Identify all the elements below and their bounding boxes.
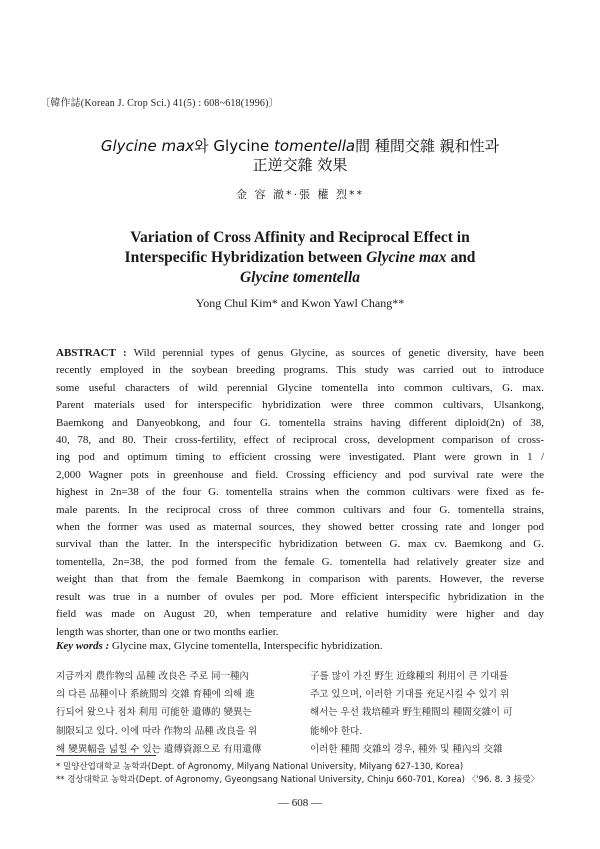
abstract-line: survival than the latter. In the interspecific hybridization between G. max cv. Baemkong and G.: [56, 538, 544, 551]
keywords-label: Key words :: [56, 640, 110, 652]
body-line: 지금까지 農作物의 品種 改良은 주로 同一種內: [56, 671, 250, 682]
abstract-line: recently employed in the soybean breeding programs. This study was carried out to introduce: [56, 364, 544, 377]
english-title-line3-species: Glycine tomentella: [239, 269, 361, 286]
page-number: — 608 —: [278, 797, 322, 809]
english-title-line2-species: Glycine max: [366, 249, 447, 266]
korean-title-species1: Glycine max: [100, 137, 195, 155]
body-line: 의 다른 品種이나 系統間의 交雜 育種에 의해 進: [56, 689, 255, 701]
english-title-line2-tail: and: [446, 249, 476, 266]
abstract-line: 2,000 Wagner pots in greenhouse and field. Crossing efficiency and pod survival rate were the: [56, 468, 544, 481]
abstract-line: Parent materials used for interspecific hybridization were three common cultivars, Ulsankong,: [56, 399, 544, 412]
journal-citation: 〔韓作誌(Korean J. Crop Sci.) 41(5) : 608~618(1996)〕: [40, 98, 279, 109]
footnote-divider: [56, 755, 156, 756]
abstract-line: 40, 78, and 80. Their cross-fertility, effect of reciprocal cross, development comparison of cross-: [56, 434, 544, 447]
korean-title-species2: tomentella: [274, 137, 356, 155]
english-title: [60, 228, 540, 288]
korean-title-rest: 間 種間交雜 親和性과: [355, 137, 500, 155]
english-title-line3: [60, 268, 540, 288]
korean-title-connector: 와 Glycine: [194, 137, 275, 155]
abstract-line: tomentella, 2n=38, the pod formed from the female G. tomentella had relatively greater size and: [56, 555, 544, 568]
abstract-line: Baemkong and Danyeobkong, and four G. tomentella strains having different diploid(2n) of 38,: [56, 416, 544, 429]
abstract: [56, 345, 544, 641]
body-column-left: [56, 668, 292, 759]
keywords-text: Glycine max, Glycine tomentella, Interspecific hybridization.: [109, 640, 383, 652]
footnote-2: ** 경상대학교 농학과(Dept. of Agronomy, Gyeongsang National University, Chinju 660-701, Korea) 〈'96. 8. 3 接受〉: [56, 775, 540, 785]
abstract-line: male parents. In the reciprocal cross of three common cultivars and four G. tomentella strains,: [56, 503, 544, 516]
korean-authors: 金 容 澈*·張 權 烈**: [236, 188, 364, 201]
korean-title-line1: [0, 135, 600, 156]
body-line: 制限되고 있다. 이에 따라 作物의 品種 改良을 위: [56, 725, 258, 737]
abstract-line: result was true in a number of ovules per pod. More efficient interspecific hybridization in the: [56, 590, 544, 603]
abstract-line: field was made on August 20, when temperature and relative humidity were higher and day: [56, 608, 544, 621]
abstract-line: length was shorter, than one or two months earlier.: [56, 625, 279, 638]
abstract-line: ing pod and optimum timing to efficient crossing were investigated. Plant were grown in 1 /: [56, 451, 544, 464]
english-title-line2-text: Interspecific Hybridization between: [124, 249, 367, 266]
korean-title-line2: 正逆交雜 效果: [252, 156, 348, 174]
body-column-right: [310, 668, 546, 759]
body-line: 주고 있으며, 이러한 기대를 充足시킬 수 있기 위: [310, 689, 510, 701]
abstract-line: some useful characters of wild perennial Glycine tomentella into common cultivars, G. max.: [56, 381, 544, 394]
english-title-line2: [60, 248, 540, 268]
body-line: 子를 많이 가진 野生 近緣種의 利用이 큰 기대를: [310, 671, 509, 682]
english-authors: Yong Chul Kim* and Kwon Yawl Chang**: [195, 296, 405, 310]
abstract-line-text: Wild perennial types of genus Glycine, as sources of genetic diversity, have been: [126, 347, 544, 359]
english-title-line1: Variation of Cross Affinity and Reciprocal Effect in: [130, 229, 470, 246]
abstract-line: [56, 345, 544, 362]
keywords: [56, 640, 383, 652]
body-line: 해 變異幅을 넓힐 수 있는 遺傳資源으로 有用遺傳: [56, 743, 262, 755]
body-line: 行되어 왔으나 점차 利用 可能한 遺傳的 變異는: [56, 707, 252, 719]
abstract-line: weight than that from the female Baemkong in comparison with parents. However, the reverse: [56, 573, 544, 586]
abstract-line: highest in 2n=38 of the four G. tomentella strains when the common cultivars were fixed as fe-: [56, 486, 544, 499]
abstract-label: ABSTRACT :: [56, 347, 127, 359]
body-line: 이러한 種間 交雜의 경우, 種外 및 種內의 交雜: [310, 743, 503, 755]
body-line: 해서는 우선 栽培種과 野生種間의 種間交雜이 可: [310, 707, 513, 719]
body-line: 能해야 한다.: [310, 725, 363, 737]
abstract-line: when the former was used as maternal sources, they showed better crossing rate and longer pod: [56, 521, 544, 534]
footnote-1: * 밀양산업대학교 농학과(Dept. of Agronomy, Milyang National University, Milyang 627-130, Korea): [56, 762, 464, 772]
